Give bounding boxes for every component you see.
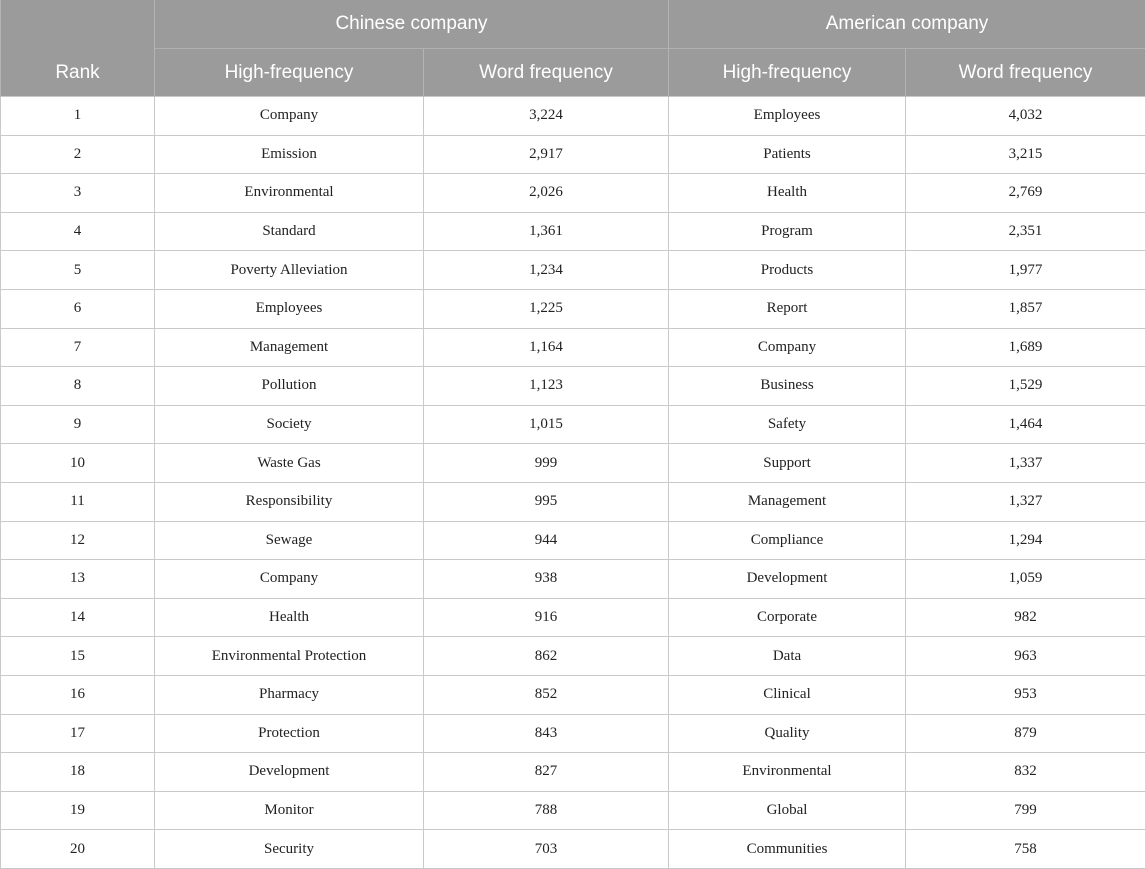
rank-cell: 16 [1, 675, 155, 714]
rank-cell: 4 [1, 212, 155, 251]
chinese-word-cell: Waste Gas [155, 444, 424, 483]
american-word-cell: Support [669, 444, 906, 483]
american-high-frequency-header: High-frequency [669, 49, 906, 97]
chinese-word-cell: Environmental [155, 174, 424, 213]
table-row [1, 212, 1145, 251]
chinese-word-cell: Environmental Protection [155, 637, 424, 676]
chinese-word-cell: Pollution [155, 367, 424, 406]
rank-cell: 12 [1, 521, 155, 560]
american-frequency-cell: 1,857 [906, 289, 1145, 328]
rank-cell: 10 [1, 444, 155, 483]
chinese-frequency-cell: 703 [424, 830, 669, 869]
chinese-frequency-cell: 944 [424, 521, 669, 560]
chinese-word-cell: Health [155, 598, 424, 637]
chinese-word-cell: Security [155, 830, 424, 869]
chinese-word-cell: Company [155, 560, 424, 599]
american-frequency-cell: 953 [906, 675, 1145, 714]
american-word-cell: Health [669, 174, 906, 213]
american-frequency-cell: 1,327 [906, 482, 1145, 521]
american-word-cell: Environmental [669, 753, 906, 792]
rank-cell: 3 [1, 174, 155, 213]
american-frequency-cell: 2,351 [906, 212, 1145, 251]
american-word-cell: Patients [669, 135, 906, 174]
american-frequency-cell: 4,032 [906, 97, 1145, 136]
chinese-word-cell: Sewage [155, 521, 424, 560]
chinese-word-cell: Employees [155, 289, 424, 328]
american-word-cell: Report [669, 289, 906, 328]
rank-cell: 18 [1, 753, 155, 792]
american-frequency-cell: 982 [906, 598, 1145, 637]
rank-cell: 5 [1, 251, 155, 290]
american-frequency-cell: 1,689 [906, 328, 1145, 367]
table-row [1, 598, 1145, 637]
chinese-frequency-cell: 2,026 [424, 174, 669, 213]
table-body [1, 97, 1145, 869]
chinese-word-cell: Poverty Alleviation [155, 251, 424, 290]
table-row [1, 135, 1145, 174]
american-word-cell: Development [669, 560, 906, 599]
table-row [1, 830, 1145, 869]
chinese-frequency-cell: 843 [424, 714, 669, 753]
table-row [1, 97, 1145, 136]
rank-cell: 11 [1, 482, 155, 521]
chinese-word-cell: Responsibility [155, 482, 424, 521]
table-row [1, 444, 1145, 483]
rank-cell: 14 [1, 598, 155, 637]
american-word-cell: Communities [669, 830, 906, 869]
chinese-word-cell: Standard [155, 212, 424, 251]
chinese-frequency-cell: 1,164 [424, 328, 669, 367]
table-row [1, 482, 1145, 521]
american-company-group-header: American company [669, 0, 1145, 49]
rank-cell: 6 [1, 289, 155, 328]
rank-cell: 9 [1, 405, 155, 444]
chinese-frequency-cell: 1,015 [424, 405, 669, 444]
american-frequency-cell: 1,977 [906, 251, 1145, 290]
rank-column-header: Rank [1, 0, 155, 97]
rank-cell: 2 [1, 135, 155, 174]
table-row [1, 521, 1145, 560]
table-row [1, 753, 1145, 792]
header-sub-row [1, 49, 1145, 97]
table-row [1, 367, 1145, 406]
chinese-frequency-cell: 1,234 [424, 251, 669, 290]
american-word-cell: Business [669, 367, 906, 406]
chinese-frequency-cell: 938 [424, 560, 669, 599]
american-frequency-cell: 1,464 [906, 405, 1145, 444]
rank-cell: 17 [1, 714, 155, 753]
american-word-frequency-header: Word frequency [906, 49, 1145, 97]
american-frequency-cell: 832 [906, 753, 1145, 792]
american-frequency-cell: 963 [906, 637, 1145, 676]
rank-cell: 8 [1, 367, 155, 406]
chinese-frequency-cell: 788 [424, 791, 669, 830]
american-word-cell: Corporate [669, 598, 906, 637]
chinese-frequency-cell: 827 [424, 753, 669, 792]
american-frequency-cell: 1,294 [906, 521, 1145, 560]
american-word-cell: Products [669, 251, 906, 290]
chinese-word-cell: Pharmacy [155, 675, 424, 714]
chinese-word-cell: Emission [155, 135, 424, 174]
american-word-cell: Compliance [669, 521, 906, 560]
rank-cell: 19 [1, 791, 155, 830]
chinese-word-cell: Management [155, 328, 424, 367]
chinese-frequency-cell: 1,225 [424, 289, 669, 328]
table-header [1, 0, 1145, 97]
chinese-word-cell: Protection [155, 714, 424, 753]
rank-cell: 1 [1, 97, 155, 136]
rank-cell: 13 [1, 560, 155, 599]
american-word-cell: Safety [669, 405, 906, 444]
american-frequency-cell: 1,529 [906, 367, 1145, 406]
chinese-frequency-cell: 2,917 [424, 135, 669, 174]
chinese-frequency-cell: 3,224 [424, 97, 669, 136]
chinese-frequency-cell: 916 [424, 598, 669, 637]
american-word-cell: Company [669, 328, 906, 367]
table-row [1, 714, 1145, 753]
american-word-cell: Data [669, 637, 906, 676]
table-row [1, 560, 1145, 599]
chinese-company-group-header: Chinese company [155, 0, 669, 49]
chinese-frequency-cell: 999 [424, 444, 669, 483]
chinese-word-cell: Development [155, 753, 424, 792]
chinese-frequency-cell: 995 [424, 482, 669, 521]
american-frequency-cell: 879 [906, 714, 1145, 753]
american-word-cell: Management [669, 482, 906, 521]
rank-cell: 7 [1, 328, 155, 367]
table-row [1, 328, 1145, 367]
chinese-word-cell: Company [155, 97, 424, 136]
american-word-cell: Quality [669, 714, 906, 753]
table-row [1, 289, 1145, 328]
chinese-frequency-cell: 1,361 [424, 212, 669, 251]
table-row [1, 405, 1145, 444]
american-frequency-cell: 799 [906, 791, 1145, 830]
table-row [1, 251, 1145, 290]
header-group-row [1, 0, 1145, 49]
chinese-frequency-cell: 862 [424, 637, 669, 676]
table-row [1, 637, 1145, 676]
american-frequency-cell: 1,059 [906, 560, 1145, 599]
american-word-cell: Global [669, 791, 906, 830]
table-row [1, 675, 1145, 714]
american-word-cell: Employees [669, 97, 906, 136]
chinese-frequency-cell: 1,123 [424, 367, 669, 406]
table-row [1, 174, 1145, 213]
american-frequency-cell: 3,215 [906, 135, 1145, 174]
rank-cell: 20 [1, 830, 155, 869]
american-word-cell: Program [669, 212, 906, 251]
rank-cell: 15 [1, 637, 155, 676]
chinese-word-cell: Society [155, 405, 424, 444]
chinese-word-frequency-header: Word frequency [424, 49, 669, 97]
table-row [1, 791, 1145, 830]
american-frequency-cell: 758 [906, 830, 1145, 869]
american-word-cell: Clinical [669, 675, 906, 714]
chinese-high-frequency-header: High-frequency [155, 49, 424, 97]
american-frequency-cell: 1,337 [906, 444, 1145, 483]
chinese-word-cell: Monitor [155, 791, 424, 830]
chinese-frequency-cell: 852 [424, 675, 669, 714]
american-frequency-cell: 2,769 [906, 174, 1145, 213]
